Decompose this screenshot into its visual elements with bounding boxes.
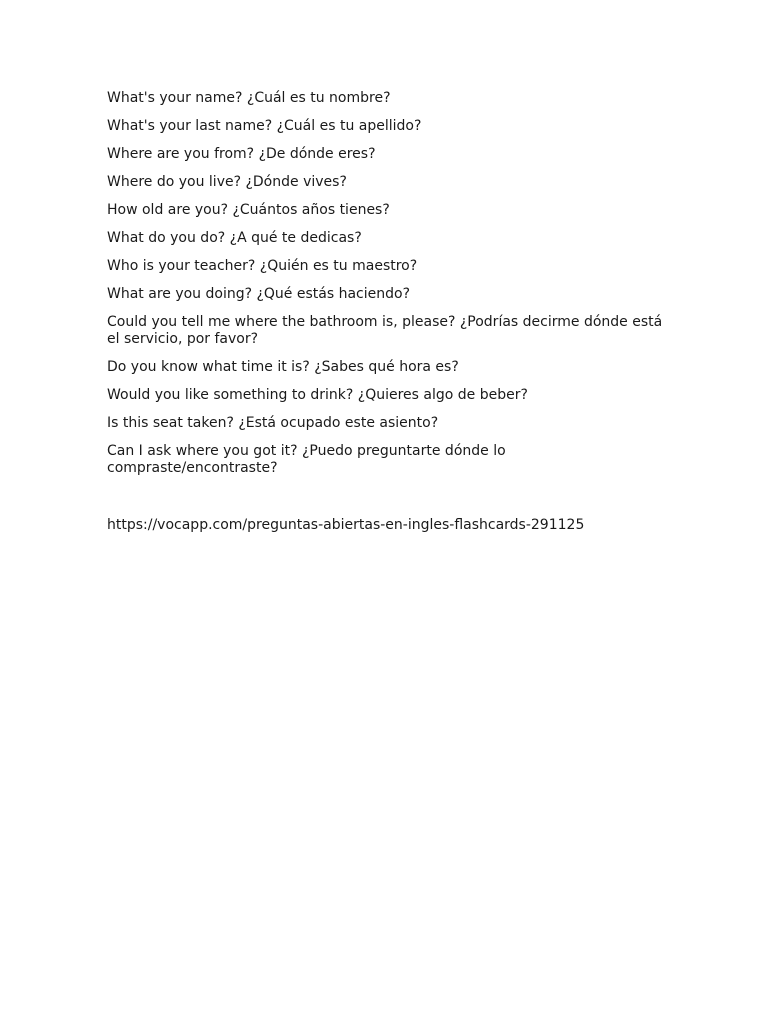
question-line-8: What are you doing? ¿Qué estás haciendo? — [107, 286, 410, 302]
question-line-12: Is this seat taken? ¿Está ocupado este asiento? — [107, 415, 439, 431]
question-line-9: Could you tell me where the bathroom is, please? ¿Podrías decirme dónde está el servicio, por favor? — [107, 314, 663, 347]
document-body — [107, 90, 667, 534]
question-line-5: How old are you? ¿Cuántos años tienes? — [107, 202, 390, 218]
question-line-11: Would you like something to drink? ¿Quieres algo de beber? — [107, 387, 528, 403]
source-url[interactable]: https://vocapp.com/preguntas-abiertas-en-ingles-flashcards-291125 — [107, 517, 585, 533]
question-line-13: Can I ask where you got it? ¿Puedo preguntarte dónde lo compraste/encontraste? — [107, 443, 506, 476]
question-line-7: Who is your teacher? ¿Quién es tu maestro? — [107, 258, 418, 274]
question-line-3: Where are you from? ¿De dónde eres? — [107, 146, 376, 162]
question-line-4: Where do you live? ¿Dónde vives? — [107, 174, 347, 190]
question-line-6: What do you do? ¿A qué te dedicas? — [107, 230, 362, 246]
question-line-10: Do you know what time it is? ¿Sabes qué hora es? — [107, 359, 459, 375]
question-line-2: What's your last name? ¿Cuál es tu apellido? — [107, 118, 422, 134]
paragraph-spacer — [107, 488, 667, 517]
question-line-1: What's your name? ¿Cuál es tu nombre? — [107, 90, 391, 106]
